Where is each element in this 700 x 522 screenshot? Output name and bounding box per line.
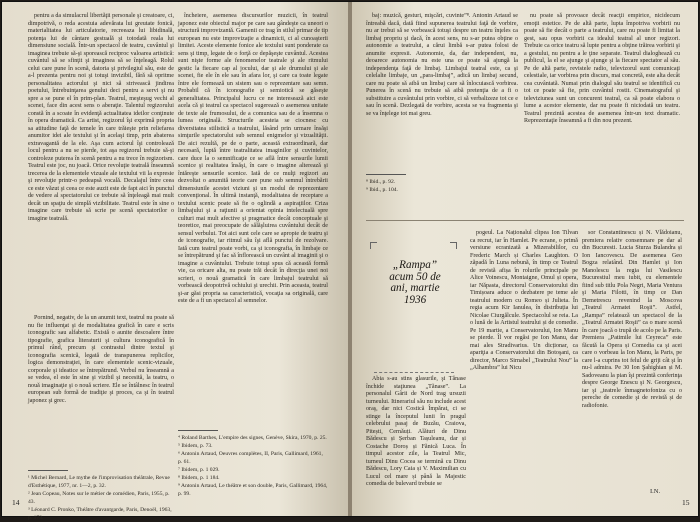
section-divider [366,220,684,221]
left-footnotes-col1 [28,470,174,522]
left-col1b-text: Pornind, negativ, de la un anumit text, teatrul nu poate să nu fie influenţat şi de modalitatea grafică în care e scris iconografic sau alfabetic. Există o aunite descoalere între tipografie, grafica literaturii şi cultura iconografică în primul rând, precum şi contrastul dintre textul şi iconografia scenică, legată de transpunerea replicilor, logica demonstraţiei, în care elementele scenic-vizuale, corporale şi ideatice se întrepătrund. Verbul nu înseamnă a se vedea, el este în sine şi vizibil şi necesită, la teatru, o nouă imaginaţie şi o nouă scriere. Ele se întâlnesc în teatrul european sub formă de tradiţie şi proces, ca şi în teatrul japonez şi grec. [28,315,174,404]
magazine-spread [2,2,698,521]
right-top-col1-text: baj: muzică, gesturi, mişcări, cuvinte”⁸. Antonin Artaud se întreabă dacă, dată fiind supunerea teatrului faţă de vorbire, nu ar trebui să se vorbească totuşi despre un teatru înţeles ca limbaj propriu şi dacă, în acest sens, nu s-ar putea obţine o autonomie a teatrului, a cărui limbă s-ar putea folosi de anumite expresii. Autonomie, da, dar independent, nu, deoarece autonomia nu este una ce poate să ajungă la independenţa faţă de limbaj. Limbajul teatral este, ca şi celelalte limbaje, un „para-limbaj”, adică un limbaj secund, care nu poate să aibă un limbaj care să înlocuiască vorbirea. Punerea în scenă nu trebuie să aibă pretenţia de a fi o substituire a cuvântului prin vorbire, ci să verbalizeze tot ce e sau în scenă. Dezlegată de vorbire, acesta se va fragmenta şi se va înţelege tot mai greu. [366,13,518,117]
right-bottom-column-2 [470,230,578,498]
page-number-right: 15 [682,498,690,507]
page-number-left: 14 [12,498,20,507]
rampa-title-box [382,260,448,368]
right-top-footnotes [366,174,466,194]
footnote: ⁴ Roland Barthes, L'empire des signes, Genève, Skira, 1970, p. 25. [178,435,327,441]
left-column-1b [28,315,174,467]
left-col2-text: încheiere, asemenea discursurilor muzicii, în teatrul japonez este obiectul major pe care sau gândeşte ca uneori o structură improvizantă. Gamenii ce trag în stilul primar de tip european nu este improvizaţie a dinamicii, ci al cunoaşterii limitei. Aceste elemente fonice ale textului sunt ponderate ca sens şi timp, legate de o forţă ce depăşeşte cuvântul. Acestea sunt nişte forme ale fenomenelor teatrale şi ale ritmului gestic la fiecare cap al jocului, dar şi ale drumului şi ale scenei, fie ele în ele sau în afara lor, şi care ca toate legate între ele formează un sistem sau o reprezentare sau semn. Probabil că în iconografie şi semiotică se găseşte generalitatea. Principalul lucru ce ne interesează aici este acela că şi teatrul ca spectacol sugerează o asemenea unitate de texte ale frumosului, de a comunica sau de a însemna o lumea originală. Structurile acesteia se ciocnesc cu diversitatea stilistică a teatrului, lăsând prin urmare însăşi simţurile spectatorului sub semnul enigmelor şi vizualităţii. De aici rezultă, pe de o parte, această extraordinară, dar necesară, luptă între teatralitatea imaginilor şi cuvintelor, care duce la o semnificaţie ce se află între sensurile lumii scenice şi realitatea însăşi, în care o imagine alterează şi întăreşte sensurile scenice. Iată de ce mulţi regizori au dezvoltat o anumită teorie care pune sub semnul întrebării dimensiunile acestei viziuni şi un modul de reprezentare convenţional. În ultimă instanţă, modalitatea de receptare a textului scenic poate să fie o oglindă a aspiraţiilor. Criza limbajului şi a raţiunii a orientat opinia intelectuală spre culturi mai mult afective şi pragmatice decât conceptuale şi teoretice, mai preocupate de sălăşluirea cuvântului decât de sensul verbului. Tot aici sunt cele care se apropie de teatru şi de iconografie, iar ritmul său îşi află punctul de rezolvare. Iată cum teatrul poate vorbi, ca şi iconografia, în limbaje ce se întrepătrund şi fac să înflorească un cuvânt al imaginii şi o imagine a cuvântului. Trebuie totuşi spus că această formă vie, ca oricare alta, nu poate trăi decât în direcţia unei noi scrieri, o nouă gramatică în care limbajul teatrului să vorbească deopotrivă ochiului şi urechii. Prin aceasta, teatrul şi-ar găsi propria sa caracteristică, vocaţia sa originală, care este de a fi un spectacol al semnelor. [178,13,328,304]
author-initials: I.N. [650,488,661,495]
crop-mark [450,242,457,249]
box-title: „Rampa” acum 50 de ani, martie 1936 [389,259,441,306]
crop-mark [370,242,377,249]
right-top-column-2 [524,13,680,217]
left-footnotes-col2 [178,430,328,498]
left-page [2,2,348,521]
right-bottom-column-1 [366,376,466,500]
footnote: ² Jean Copeau, Notes sur le métier de comédien, Paris, 1955, p. 43. [28,491,170,505]
left-column-1 [28,13,174,313]
right-bottom-column-3 [582,230,682,488]
footnote: ⁶ Antonin Artaud, Oeuvres complètes, II, Paris, Gallimard, 1961, p. 61. [178,451,323,465]
dashed-rule [374,372,454,373]
right-top-col2-text: nu poate să provoace decât reacţii empirice, nicidecum emoţii estetice. Pe de altă parte, lupta împotriva vorbirii nu poate să fie decât o parte a teatrului, care nu poate fi limitat la gest, sau opus vorbirii ca idealul teatral al unor regizori. Trebuie ca orice teatru să lupte pentru a obţine trăirea vorbirii şi a gestului, nu pentru a le ţine separate. Teatrul dialoghează cu publicul, la el se ajunge şi ajunge şi la fiecare spectator al său. Pe de altă parte, revistele radio, televizorul sunt comunicaţi celestiale, iar vorbirea prin discurs, mai concretă, este alta decât cea cuvântată. Numai prin dialogul său teatrul se identifică cu tot ce poate să fie, prin cuvântul rostit. Cinematograful şi televiziunea sunt un concurent teatral, ca să poate elabora o lume a acestor elemente, dar nu poate fi niciodată un teatru. Teatrul prezintă acestea de asemenea într-un text dramatic. Reprezentaţie înseamnă a fi din nou prezent. [524,13,680,124]
left-col1-text: pentru a da simulacrul libertăţii personale şi creatoare, ci, dimpotrivă, o reda acestuia adevărata lui greutate fonică, materialitatea lui articulatorie, recreeaza lui libidinală, potenţa lui de cântare gestuală şi totodată reala lui dimensiune socială. Într-un spectacol de teatru, cuvântul şi imaginea trebuie să-şi sporească reciproc valoarea artistică: cuvântul să se sfinţit şi imaginea să se înţeleagă. Rolul celui care pune în scenă, datoria şi privilegiul său, este de a-l prezenta pentru noi şi totuşi invizibil, fără să opritme personalitatea actorului şi nici să strivească jindirea poetului, întrebuinţarea genului deci pentru a servi şi nu spre a se pune el în prim-plan. Teatrul, meşteşug vechi al scenei, face din acest sens o aberaţie. Talentul regizorului constă în a scoate în evidenţă actualitatea ideilor conţinute în opera dramatică. Ca artist, regizorul îşi exprimă propria sa atitudine faţă de temele în care trăieşte prin reliefarea anumitor idei ale textului şi în acelaşi timp, prin abaterea extravagantă de la ele. Aşa cum actorul îşi controlează locul pentru a nu se pierde, tot aşa regizorul trebuie să-şi controleze puterea în scenă pentru a nu trece în regizorism. Teatrul este joc, nu joacă. Orice revoluţie teatrală înseamnă trecerea de la elementele vizuale ale textului vii la expresie şi revoluţie printr-o pedeapsă vocală. Decalajul între ceea ce este văzut şi ceea ce este auzit este de fapt aici în punctul de vedere al spectatorului ce trebuie să înţeleagă mai mult decât un spaţiu de simplă vizibilitate. Teatrul este în sine o imagine care trebuie să scrie pe scenă spectatorilor o imagine teatrală. [28,13,175,222]
right-b-col2-text: pogeul. La Naționalul clipea Ion Tilvan ca recrut, iar în Hamlet. Pe ecrane, o primă versiune ecranizată a Mizerabililor, cu Frederic March și Charles Laughton. O zăpadă în Luna nebună, în timp ce Teatrul de revistă afișa în rolurile principale pe Alice Voinescu, Montaigne, Omul și opera, iar Năpasta, directorul Conservatorului din Timișoara aduce o dezbatere pe teme ale teatrului modern cu Romeo și Julieta. În regia acum Kir Ianulea, în distribuția lui Nicolae Ciurgălcule. Spectacolul se reia. La o lună de la Artistul teatrului și de comedie. Pe 19 martie, a Conservatorului, Ion Manu se pierde. Îl vor regăsi pe Ion Manu, dar mai ales Stradivarius. Un dicționar, ca apariţia a Conservatorului din Botoşani, ca director, Marco Sirnabel „Teatrului Nou” la „Alhambra” lui Nicu [470,230,578,371]
left-column-2 [178,13,328,471]
footnote: ³ Léonard C. Pronko, Théâtre d'avantgarde, Paris, Denoël, 1963, p. 173. [28,507,172,521]
footnote: ⁸ Ibidem, p. 1 184. [178,475,220,481]
footnote: ⁷ Ibidem, p. 1 029. [178,467,220,473]
footnote: ⁸ Ibid., p. 92. [366,179,396,185]
footnote: ¹ Michel Bernard, Le mythe de l'improvisation théâtrale, Revue d'Esthétique, 1977, nr. 1—2, p. 32. [28,475,170,489]
footnote: ⁹ Ibid., p. 104. [366,187,398,193]
right-page [352,2,698,516]
footnote: ⁹ Antonin Artaud, Le théâtre et son double, Paris, Gallimard, 1964, p. 99. [178,483,328,497]
footnote: ⁵ Ibidem, p. 73. [178,443,213,449]
right-top-column-1 [366,13,518,161]
right-b-col1-text: Abia s-au stins glasurile, şi Tănase închide staţiunea „Tănase”. La personalul Gârii de Nord trag ursuzii turneului. Itinerariul său nu include acest oraş, dar nici Costică Împărat, ci se stinge la începutul lunii în pragul celebrului pasaj de Buzău, Craiova, Pitești, Cernăuți. Alături de Dinu Bădescu și Șerban Tașuleanu, dar și Costache Doroș și Fănică Luca. În timpul acestor zile, la Teatrul Mic, turneul Dinu Cocea se termină cu Dinu Bădescu, Lory Caia și V. Maximilian cu Lucul cel mare și până la Majestic comedia de bulevard trebuie se [366,376,466,487]
right-b-col3-text: sor Constantinescu și N. Vlădoianu, premiera relativ consemnare pe dar al din Bucuresti. Lucia Sturza Bulandra și Ion Iancovescu. De asemenea Geo Bogza relatând. Din Hamlet şi Ion Manolescu la regia lui Vasilescu Bucurestiul meu iubit, cu elementele fiind sub titlu Pola Negri, Maria Ventura şi Maria Filotti, în timp ce Dan Demetrescu revenind la Moscova „Teatrul Armatei Roşii”. Astfel, „Rampa” relatează un spectacol de la „Teatrul Armatei Roşii” ca o mare scenă în care joacă o trupă de acolo pe la Paris. Premiera „Patimile lui Ceyreca” este făcută la Opera și Comedia ca şi acei care o vorbeau la Ion Manu, la Paris, pe care l-a cuprins tot felul de griji cât şi în nu-l admira. Pe 30 Ion Şahighian și M. Sadoveanu la pian îşi prezintă conferinţa despre George Enescu şi N. Georgescu, iar şi „teatrele înmagnetofoniza cu o pereche de comedie şi de revistă și de radiofonie. [582,230,682,409]
